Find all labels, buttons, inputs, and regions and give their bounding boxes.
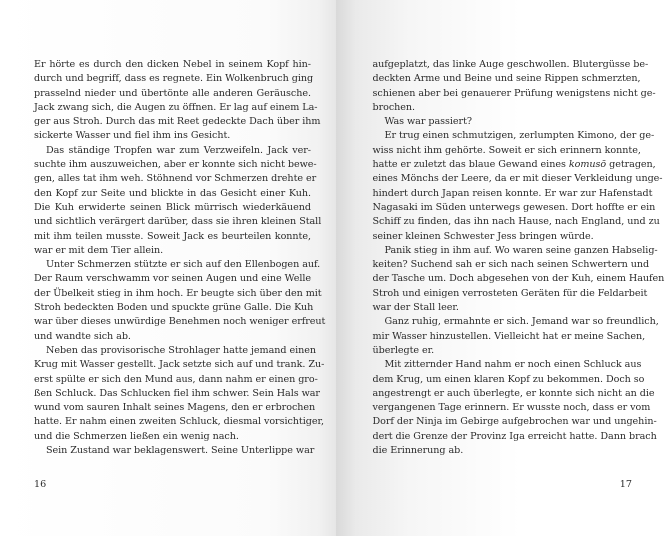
text-line: Jack zwang sich, die Augen zu öffnen. Er lag auf einem La-	[34, 101, 318, 113]
text-line: schienen aber bei genauerer Prüfung wenigstens nicht ge-	[372, 87, 656, 99]
text-line: aufgeplatzt, das linke Auge geschwollen. Blutergüsse be-	[372, 59, 649, 70]
left-page-number: 16	[34, 479, 47, 490]
text-line: gen, alles tat ihm weh. Stöhnend vor Schmerzen drehte er	[34, 173, 317, 185]
text-line: Schiff zu finden, das ihn nach Hause, nach England, und zu	[372, 216, 660, 228]
right-page	[336, 0, 671, 536]
text-line: war der Stall leer.	[372, 302, 459, 314]
text-line: dert die Grenze der Provinz Iga erreicht hatte. Dann brach	[372, 430, 657, 442]
text-line: hindert durch Japan reisen konnte. Er war zur Hafenstadt	[372, 187, 653, 199]
left-page-text	[34, 58, 326, 458]
text-line: und wandte sich ab.	[34, 330, 131, 342]
text-line: Krug mit Wasser gestellt. Jack setzte sich auf und trank. Zu-	[34, 359, 325, 371]
text-line: wund vom sauren Inhalt seines Magens, den er erbrochen	[34, 402, 316, 414]
text-line: dem Krug, um einen klaren Kopf zu bekommen. Doch so	[372, 373, 645, 385]
text-line: vergangenen Tage erinnern. Er wusste noch, dass er vom	[372, 402, 651, 414]
text-line: Das ständige Tropfen war zum Verzweifeln. Jack ver-	[46, 144, 311, 156]
text-line: hatte er zuletzt das blaue Gewand eines komusō getragen,	[372, 159, 656, 171]
right-page-number: 17	[619, 479, 632, 490]
text-line: deckten Arme und Beine und seine Rippen schmerzten,	[372, 73, 641, 85]
text-line: war über dieses unwürdige Benehmen noch weniger erfreut	[34, 316, 326, 328]
text-line: der Übelkeit stieg in ihm hoch. Er beugte sich über den mit	[34, 287, 322, 299]
text-line: suchte ihm auszuweichen, aber er konnte sich nicht bewe-	[34, 159, 317, 171]
text-line: Er hörte es durch den dicken Nebel in seinem Kopf hin-	[34, 59, 311, 70]
text-line: erst spülte er sich den Mund aus, dann nahm er einen gro-	[34, 373, 318, 385]
text-line: durch und begriff, dass es regnete. Ein Wolkenbruch ging	[34, 73, 314, 85]
text-line: Stroh bedeckten Boden und spuckte grüne Galle. Die Kuh	[34, 302, 314, 314]
text-line: Nagasaki im Süden unterwegs gewesen. Dort hoffte er ein	[372, 201, 656, 213]
text-line: Unter Schmerzen stützte er sich auf den Ellenbogen auf.	[46, 259, 321, 271]
text-line: Ganz ruhig, ermahnte er sich. Jemand war so freundlich,	[384, 316, 659, 328]
text-line: mir Wasser hinzustellen. Vielleicht hat er meine Sachen,	[372, 330, 646, 342]
text-line: Dorf der Ninja im Gebirge aufgebrochen war und ungehin-	[372, 416, 657, 428]
text-line: und sichtlich verärgert darüber, dass sie ihren kleinen Stall	[34, 216, 322, 228]
text-line: Mit zitternder Hand nahm er noch einen Schluck aus	[384, 359, 642, 371]
text-line: Stroh und einigen verrosteten Geräten für die Feldarbeit	[372, 287, 648, 299]
text-line: Die Kuh erwiderte seinen Blick mürrisch wiederkäuend	[34, 201, 311, 213]
text-line: Panik stieg in ihm auf. Wo waren seine ganzen Habselig-	[384, 244, 658, 256]
text-line: hatte. Er nahm einen zweiten Schluck, diesmal vorsichtiger,	[34, 416, 324, 428]
text-line: Der Raum verschwamm vor seinen Augen und eine Welle	[34, 273, 311, 285]
text-line: angestrengt er auch überlegte, er konnte sich nicht an die	[372, 387, 655, 399]
text-line: Neben das provisorische Strohlager hatte jemand einen	[46, 344, 317, 356]
text-line: Sein Zustand war beklagenswert. Seine Unterlippe war	[46, 445, 315, 457]
text-line: sickerte Wasser und fiel ihm ins Gesicht.	[34, 130, 231, 142]
text-line: die Erinnerung ab.	[372, 445, 464, 457]
text-line: seiner kleinen Schwester Jess bringen würde.	[372, 230, 594, 242]
text-line: Was war passiert?	[384, 116, 472, 128]
text-line: ger aus Stroh. Durch das mit Reet gedeckte Dach über ihm	[34, 116, 321, 128]
text-line: überlegte er.	[372, 344, 435, 356]
text-line: keiten? Suchend sah er sich nach seinen Schwertern und	[372, 259, 650, 271]
text-line: und die Schmerzen ließen ein wenig nach.	[34, 430, 239, 442]
text-line: ßen Schluck. Das Schlucken fiel ihm schwer. Sein Hals war	[34, 387, 320, 399]
text-line: mit ihm teilen musste. Soweit Jack es beurteilen konnte,	[34, 230, 311, 242]
text-line: eines Mönchs der Leere, da er mit dieser Verkleidung unge-	[372, 173, 663, 185]
text-line: prasselnd nieder und übertönte alle anderen Geräusche.	[34, 87, 311, 99]
text-line: war er mit dem Tier allein.	[34, 244, 164, 256]
text-line: brochen.	[372, 101, 416, 113]
text-line: wiss nicht ihm gehörte. Soweit er sich erinnern konnte,	[372, 144, 641, 156]
text-line: Er trug einen schmutzigen, zerlumpten Kimono, der ge-	[384, 130, 655, 142]
text-line: der Tasche um. Doch abgesehen von der Kuh, einem Haufen	[372, 273, 665, 285]
text-line: den Kopf zur Seite und blickte in das Gesicht einer Kuh.	[34, 187, 311, 199]
right-page-text	[372, 58, 665, 458]
